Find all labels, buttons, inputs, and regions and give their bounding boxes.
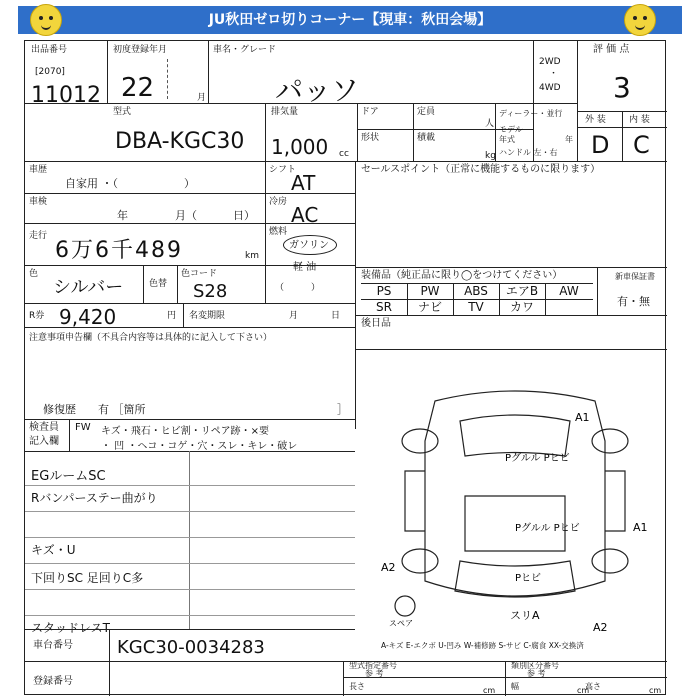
model-value: DBA-KGC30 [115,129,245,154]
shift-label: シフト [269,165,297,175]
chassis-label: 車台番号 [33,640,73,651]
exterior-label: 外 装 [585,115,606,125]
equip-sr: SR [376,300,392,314]
doors-label: ドア [361,107,379,117]
year-suffix: 年 [565,135,573,144]
equip-aw: AW [559,284,579,298]
color-code-label: 色コード [181,269,218,279]
mark-a2-bottom: A2 [593,621,608,634]
equip-tv: TV [468,300,484,314]
spare-label: スペア [389,619,413,628]
equipment-label: 装備品（純正品に限り◯をつけてください） [361,270,563,281]
ac-label: 冷房 [269,197,288,207]
shaken-year-label: 年 [117,209,128,222]
note-line-2: Rバンパーステー曲がり [31,491,158,505]
model-label: 型式 [113,107,132,117]
note-line-5: スタッドレスT [31,621,110,635]
first-registration-year: 22 [121,73,155,103]
mark-a1-top: A1 [575,411,590,424]
note-line-1: EGルームSC [31,469,106,484]
mark-a1-right: A1 [633,521,648,534]
shift-value: AT [291,171,316,195]
fuel-diesel: 軽 油 [293,262,317,273]
km-label: km [245,251,259,261]
yen-label: 円 [167,311,177,321]
equip-ps: PS [376,284,392,298]
displacement-value: 1,000 [271,135,329,159]
warranty-label: 新車保証書 [615,272,655,281]
exterior-grade: D [591,131,610,159]
equip-airbag: エアB [505,284,539,298]
length-cm: cm [483,686,496,695]
shaken-day-label: 日） [233,209,255,222]
mark-roof: Pグルル Pヒビ [505,453,570,464]
repair-history-close: ］ [337,403,348,416]
interior-grade: C [633,131,650,159]
bear-logo-icon [30,4,62,36]
ac-value: AC [291,203,319,227]
equip-abs: ABS [464,284,488,298]
model-year-label-2: 年式 [499,135,515,144]
color-change-label: 色替 [149,279,168,289]
mark-a2-left: A2 [381,561,396,574]
dealer-parallel-label: ディーラー・並行 [499,109,563,118]
recycle-value: 9,420 [59,305,117,329]
recycle-label: R券 [29,311,45,321]
entry-label: 記入欄 [29,436,59,447]
rating-label: 評 価 点 [593,44,630,55]
kg-label: kg [485,151,496,161]
month-label: 月 [197,93,207,103]
note-line-3: キズ・U [31,543,76,557]
handle-label: ハンドル 左・右 [499,148,558,157]
defect-legend-row2: ・ 凹 ・ヘコ・コゲ・穴・スレ・キレ・破レ [101,441,298,452]
displacement-label: 排気量 [271,107,299,117]
rating-value: 3 [613,71,631,104]
first-registration-label: 初度登録年月 [113,45,168,55]
category-number-label: 類別区分番号 [511,661,559,670]
model-year-label: モデル [499,125,523,134]
inspection-sheet: 出品番号 [2070] 11012 初度登録年月 22 月 車名・グレード パッソ 2WD ・ 4WD 評 価 点 3 型式 DBA-KGC30 排気量 1,000 cc ドア 定員 人 形状 積載 kg ディーラー・並行 モデル 年式 年 ハンドル 左・右 外 装 内 装 D C 車歴 自家用 ・（ ） 車検 年 月（ 日） シフト AT 冷房 AC 走行 6万6千489 km 燃料 ガソリン 軽 油 （ ） 色 シルバー 色替 色コード S28 R券 9,420 円 名変期限 月 日 注意事項申告欄（不具合内容等は具体的に記入して下さい） 修復歴 有 ［箇所 ］ 検査員 記入欄 FW キズ・飛石・ヒビ割・リペア跡・×要 ・ 凹 ・ヘコ・コゲ・穴・スレ・キレ・破レ EGルームSC Rバンパーステー曲がり キズ・U 下回りSC 足回りC多 スタッドレスT セールスポイント（正常に機能するものに限ります） 装備品（純正品に限り◯をつけてください） 新車保証書 有・無 PS PW ABS エアB AW SR ナビ TV カワ 後日品 A1 Pグルル Pヒビ Pグルル Pヒビ A1 A2 Pヒビ スリA A2 スペア A-キズ E-エクボ U-凹み W-補修跡 S-サビ C-腐食 XX-交換済 車台番号 KGC30-0034283 登録番号 型式指定番号 参 考 類別区分番号 参 考 長さ cm 幅 cm 高さ cm [24,40,666,695]
inspector-label: 検査員 [29,422,59,433]
load-label: 積載 [417,133,436,143]
drive-4wd: 4WD [539,83,561,93]
rear-items-label: 後日品 [361,318,391,329]
equip-pw: PW [420,284,440,298]
mark-front-bumper: スリA [510,609,540,622]
odometer-value: 6万6千489 [55,238,183,263]
drive-2wd: 2WD [539,57,561,67]
capacity-label: 定員 [417,107,436,117]
equip-leather: カワ [509,300,534,314]
repair-history-label: 修復歴 有 ［箇所 [43,403,146,416]
note-line-4: 下回りSC 足回りC多 [31,571,144,585]
interior-label: 内 装 [629,115,650,125]
color-value: シルバー [53,277,124,298]
car-damage-diagram [365,361,665,636]
shape-label: 形状 [361,133,380,143]
fuel-other: （ ） [275,283,321,293]
shaken-month-label: 月（ [175,209,197,222]
equip-navi: ナビ [417,300,442,314]
lot-prefix: [2070] [35,67,65,77]
bottom-legend: A-キズ E-エクボ U-凹み W-補修跡 S-サビ C-腐食 XX-交換済 [381,641,584,650]
notes-label: 注意事項申告欄（不具合内容等は具体的に記入して下さい） [29,333,273,343]
color-code-value: S28 [193,281,228,302]
bear-logo-icon [624,4,656,36]
lot-number-value: 11012 [31,83,101,108]
category-number-ref: 参 考 [527,669,546,678]
car-name-value: パッソ [275,74,360,107]
length-label: 長さ [349,682,365,691]
mark-hood: Pグルル Pヒビ [515,523,580,534]
fw-label: FW [75,422,91,433]
type-approval-ref: 参 考 [365,669,384,678]
name-change-label: 名変期限 [189,311,226,321]
header-title: JU秋田ゼロ切りコーナー【現車：秋田会場】 [18,6,682,34]
car-name-label: 車名・グレード [213,45,277,55]
history-value: 自家用 ・（ ） [65,177,195,190]
type-approval-label: 型式指定番号 [349,661,397,670]
color-label: 色 [29,269,39,279]
lot-number-label: 出品番号 [31,45,68,55]
height-label: 高さ [585,682,601,691]
reg-number-label: 登録番号 [33,676,73,687]
mark-front: Pヒビ [515,573,542,584]
height-cm: cm [649,686,662,695]
fuel-gasoline: ガソリン [289,240,329,251]
history-label: 車歴 [29,165,48,175]
chassis-value: KGC30-0034283 [117,637,265,658]
shaken-label: 車検 [29,197,48,207]
fuel-label: 燃料 [269,227,288,237]
warranty-value: 有・無 [617,295,650,308]
cc-label: cc [339,149,349,159]
sales-points-label: セールスポイント（正常に機能するものに限ります） [361,164,601,175]
name-change-day: 日 [331,311,341,321]
width-label: 幅 [511,682,519,691]
odometer-label: 走行 [29,231,48,241]
defect-legend-row1: キズ・飛石・ヒビ割・リペア跡・×要 [101,426,269,437]
name-change-month: 月 [289,311,299,321]
width-cm: cm [577,686,590,695]
person-label: 人 [485,119,495,129]
equipment-grid [361,283,593,315]
fuel-selected-circle [283,235,337,255]
